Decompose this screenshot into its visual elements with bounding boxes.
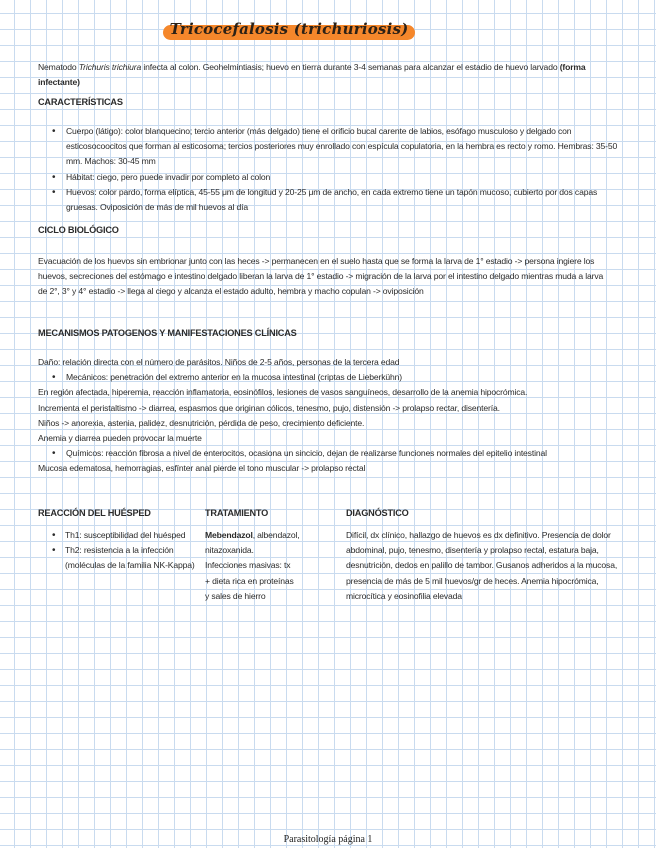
- list-item: • Th2: resistencia a la infección (moléculas de la familia NK-Kappa): [50, 543, 198, 573]
- page-title: Tricocefalosis (trichuriosis): [169, 20, 409, 38]
- tratamiento-heading: TRATAMIENTO: [205, 508, 269, 518]
- list-item: • Huevos: color pardo, forma elíptica, 45-55 μm de longitud y 20-25 μm de ancho, en cada extremo tiene un tapón mucoso, cubierto por dos capas gruesas. Oviposición de más de mil huevos al día: [38, 185, 618, 215]
- caracteristicas-heading: CARACTERÍSTICAS: [38, 97, 123, 107]
- list-item: • Th1: susceptibilidad del huésped: [50, 528, 198, 543]
- mecanismos-line: En región afectada, hiperemia, reacción inflamatoria, eosinófilos, lesiones de vasos sanguíneos, desarrollo de la anemia hipocrómica.: [38, 387, 528, 398]
- page-footer: Parasitología página 1: [283, 834, 373, 845]
- mecanismos-line: Mucosa edematosa, hemorragias, esfínter anal pierde el tono muscular -> prolapso rectal: [38, 463, 366, 474]
- title-banner: [163, 20, 415, 42]
- list-item: • Cuerpo (látigo): color blanquecino; tercio anterior (más delgado) tiene el orificio bucal carente de labios, esófago musculoso y delgado con esticosocoocitos que forman al esticosoma; tercios posteriores muy enrollado con espícula copulatoria, en la hembra es recto y romo. Hembras: 35-50 mm. Machos: 30-45 mm: [38, 124, 618, 170]
- mecanismos-line: Incrementa el peristaltismo -> diarrea, espasmos que originan cólicos, tenesmo, pujo, distensión -> prolapso rectar, disentería.: [38, 402, 500, 413]
- list-item: • Químicos: reacción fibrosa a nivel de enterocitos, ocasiona un sincicio, dejan de realizarse funciones normales del epitelio intestinal: [38, 446, 618, 461]
- tratamiento-line: + dieta rica en proteínas: [205, 575, 294, 586]
- ciclo-heading: CICLO BIOLÓGICO: [38, 225, 119, 235]
- diagnostico-paragraph: Difícil, dx clínico, hallazgo de huevos es dx definitivo. Presencia de dolor abdominal, pujo, tenesmo, disentería y prolapso rectal, estatura baja, desnutrición, dedos en palillo de tambor. Gusanos adheridos a la mucosa, presencia de más de 5 mil huevos/gr de heces. Anemia hipocrómica, microcítica y eosinofilia elevada: [346, 530, 618, 601]
- tratamiento-line: Infecciones masivas: tx: [205, 560, 291, 571]
- reaccion-column: [38, 508, 198, 574]
- diagnostico-column: [346, 508, 618, 604]
- reaccion-list: [38, 528, 198, 574]
- mecanismos-line: Daño: relación directa con el número de parásitos. Niños de 2-5 años, personas de la tercera edad: [38, 357, 400, 367]
- mecanismos-bullets-2: [38, 446, 618, 461]
- mecanismos-line: Anemia y diarrea pueden provocar la muerte: [38, 433, 202, 444]
- intro-rest: infecta al colon. Geohelmintiasis; huevo en tierra durante 3-4 semanas para alcanzar el estadio de huevo larvado: [141, 62, 560, 72]
- diagnostico-heading: DIAGNÓSTICO: [346, 508, 409, 518]
- tratamiento-line: y sales de hierro: [205, 590, 266, 601]
- tratamiento-column: [205, 508, 337, 604]
- intro-paragraph: [38, 60, 618, 90]
- mecanismos-bullets-1: [38, 370, 618, 385]
- list-item: • Mecánicos: penetración del extremo anterior en la mucosa intestinal (criptas de Lieberkühn): [38, 370, 618, 385]
- tratamiento-rest: , albendazol, nitazoxanida.: [205, 530, 300, 556]
- tratamiento-drug: Mebendazol: [205, 530, 253, 540]
- mecanismos-heading: MECANISMOS PATOGENOS Y MANIFESTACIONES CLÍNICAS: [38, 328, 297, 338]
- tratamiento-body: [205, 528, 337, 604]
- ciclo-paragraph: Evacuación de los huevos sin embrionar junto con las heces -> permanecen en el suelo hasta que se forma la larva de 1° estadio -> persona ingiere los huevos, secreciones del estómago e intestino delgado liberan la larva de 1° estadio -> migración de la larva por el intestino delgado mientras muda a larva de 2°, 3° y 4° estadio -> llega al ciego y alcanza el estado adulto, hembra y macho copulan -> oviposición: [38, 256, 604, 297]
- list-item: • Hábitat: ciego, pero puede invadir por completo al colon: [38, 170, 618, 185]
- mecanismos-body: [38, 355, 618, 477]
- caracteristicas-list: [38, 124, 618, 215]
- intro-species: Trichuris trichiura: [78, 62, 142, 72]
- intro-bold: (forma infectante): [38, 62, 586, 88]
- reaccion-heading: REACCIÓN DEL HUÉSPED: [38, 508, 151, 518]
- intro-prefix: Nematodo: [38, 62, 79, 72]
- mecanismos-line: Niños -> anorexia, astenia, palidez, desnutrición, pérdida de peso, crecimiento deficiente.: [38, 417, 365, 428]
